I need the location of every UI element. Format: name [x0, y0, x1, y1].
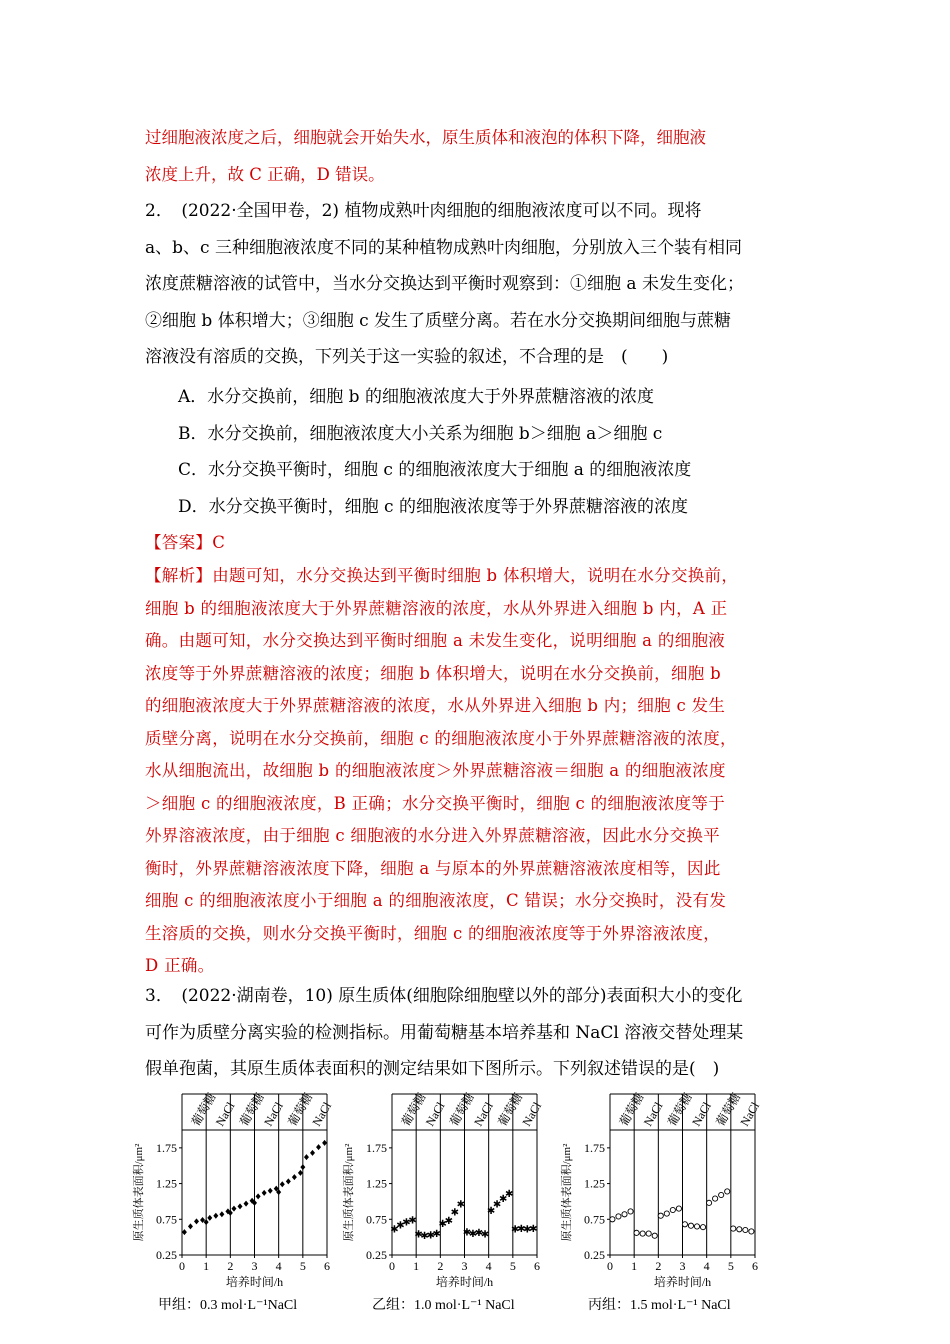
data-point [286, 1178, 291, 1184]
x-tick-label: 0 [389, 1259, 395, 1273]
data-point [670, 1207, 675, 1212]
y-tick-label: 0.25 [366, 1248, 387, 1262]
x-tick-label: 1 [203, 1259, 210, 1273]
data-point: ✱ [456, 1199, 466, 1211]
question-2-line: 溶液没有溶质的交换，下列关于这一实验的叙述，不合理的是 ( ) [145, 347, 669, 367]
x-tick-label: 3 [251, 1259, 258, 1273]
chart-group-jia [130, 1090, 345, 1290]
data-point: ✱ [408, 1215, 417, 1227]
data-point [694, 1224, 699, 1229]
data-point [213, 1213, 218, 1219]
x-tick-label: 5 [727, 1259, 734, 1273]
data-point [610, 1217, 615, 1222]
question-2-line: a、b、c 三种细胞液浓度不同的某种植物成熟叶肉细胞，分别放入三个装有相同 [145, 237, 742, 258]
data-point [304, 1154, 309, 1160]
y-tick-label: 0.75 [156, 1212, 177, 1227]
x-tick-label: 4 [703, 1259, 710, 1273]
data-point [682, 1222, 687, 1227]
data-point: ✱ [492, 1199, 502, 1211]
period-label: NaCl [422, 1099, 448, 1129]
data-point [194, 1218, 199, 1224]
y-tick-label: 0.75 [366, 1212, 387, 1227]
period-label: 葡萄糖 [446, 1090, 478, 1129]
x-tick-label: 4 [275, 1259, 282, 1273]
chart-group-yi [340, 1090, 555, 1290]
x-tick-label: 6 [534, 1259, 540, 1273]
x-tick-label: 5 [299, 1259, 306, 1273]
period-label: 葡萄糖 [285, 1090, 316, 1129]
data-point [244, 1201, 249, 1207]
x-axis-label: 培养时间/h [653, 1275, 712, 1289]
period-label: 葡萄糖 [495, 1090, 526, 1129]
data-point [731, 1226, 736, 1231]
x-tick-label: 1 [631, 1259, 638, 1273]
question-2-options [178, 379, 691, 525]
analysis-line: 确。由题可知，水分交换达到平衡时细胞 a 未发生变化，说明细胞 a 的细胞液 [145, 631, 726, 650]
x-tick-label: 3 [679, 1259, 686, 1273]
question-2-line: ②细胞 b 体积增大；③细胞 c 发生了质壁分离。若在水分交换期间细胞与蔗糖 [145, 310, 732, 331]
x-tick-label: 2 [437, 1259, 444, 1273]
data-point [688, 1223, 693, 1228]
data-point [706, 1200, 711, 1205]
x-tick-label: 6 [324, 1259, 330, 1273]
data-point [256, 1193, 261, 1199]
data-point [628, 1209, 633, 1214]
x-tick-label: 1 [413, 1259, 420, 1273]
question-3-line: 3． (2022·湖南卷，10) 原生质体(细胞除细胞壁以外的部分)表面积大小的变化 [145, 986, 743, 1006]
data-point [292, 1174, 297, 1180]
x-tick-label: 2 [227, 1259, 234, 1273]
data-point: ✱ [426, 1230, 435, 1242]
data-point: ✱ [523, 1224, 532, 1236]
data-point: ✱ [529, 1223, 538, 1235]
data-point [719, 1192, 724, 1197]
x-tick-label: 2 [655, 1259, 662, 1273]
data-point: ✱ [517, 1223, 526, 1235]
prev-explanation-line: 过细胞液浓度之后，细胞就会开始失水，原生质体和液泡的体积下降，细胞液 [145, 128, 706, 147]
data-point [310, 1150, 315, 1156]
data-point [316, 1144, 321, 1150]
analysis-line: 【解析】由题可知，水分交换达到平衡时细胞 b 体积增大，说明在水分交换前， [145, 566, 739, 585]
data-point [664, 1211, 669, 1216]
option-b: B．水分交换前，细胞液浓度大小关系为细胞 b＞细胞 a＞细胞 c [178, 423, 663, 444]
data-point: ✱ [480, 1229, 490, 1241]
data-point: ✱ [498, 1193, 508, 1205]
question-2-line: 浓度蔗糖溶液的试管中，当水分交换达到平衡时观察到：①细胞 a 未发生变化； [145, 274, 744, 294]
question-3-line: 假单孢菌，其原生质体表面积的测定结果如下图所示。下列叙述错误的是( ) [145, 1059, 720, 1079]
data-point [749, 1229, 754, 1234]
data-point [300, 1164, 305, 1170]
analysis-line: 外界溶液浓度，由于细胞 c 细胞液的水分进入外界蔗糖溶液，因此水分交换平 [145, 826, 721, 845]
data-point: ✱ [505, 1188, 514, 1200]
data-point: ✱ [420, 1231, 429, 1242]
prev-explanation [145, 120, 820, 193]
period-label: 葡萄糖 [713, 1090, 744, 1129]
answer: 【答案】C [145, 533, 226, 552]
data-point [182, 1229, 187, 1235]
y-axis-label: 原生质体表面积/μm² [133, 1143, 145, 1242]
data-point: ✱ [396, 1220, 405, 1232]
analysis-line: 的细胞液浓度大于外界蔗糖溶液的浓度，水从外界进入细胞 b 内；细胞 c 发生 [145, 696, 726, 715]
data-point: ✱ [438, 1218, 447, 1230]
analysis-line: 衡时，外界蔗糖溶液浓度下降，细胞 a 与原本的外界蔗糖溶液浓度相等，因此 [145, 858, 721, 878]
data-point [640, 1231, 645, 1236]
question-2-line: 2． (2022·全国甲卷，2) 植物成熟叶肉细胞的细胞液浓度可以不同。现将 [145, 201, 702, 221]
analysis-line: 细胞 b 的细胞液浓度大于外界蔗糖溶液的浓度，水从外界进入细胞 b 内，A 正 [145, 598, 728, 618]
analysis-line: 水从细胞流出，故细胞 b 的细胞液浓度＞外界蔗糖溶液＝细胞 a 的细胞液浓度 [145, 761, 726, 780]
caption-bing: 丙组：1.5 mol·L⁻¹ NaCl [588, 1298, 731, 1313]
analysis-line: ＞细胞 c 的细胞液浓度，B 正确；水分交换平衡时，细胞 c 的细胞液浓度等于 [145, 793, 726, 813]
option-d: D．水分交换平衡时，细胞 c 的细胞液浓度等于外界蔗糖溶液的浓度 [178, 496, 688, 517]
period-label: NaCl [640, 1099, 666, 1129]
analysis-line: 浓度等于外界蔗糖溶液的浓度；细胞 b 体积增大，说明在水分交换前，细胞 b [145, 663, 721, 683]
chart-group-bing [558, 1090, 773, 1290]
y-axis-label: 原生质体表面积/μm² [343, 1143, 355, 1242]
data-point [634, 1230, 639, 1235]
x-tick-label: 4 [485, 1259, 492, 1273]
y-axis-label: 原生质体表面积/μm² [561, 1143, 573, 1242]
option-a: A．水分交换前，细胞 b 的细胞液浓度大于外界蔗糖溶液的浓度 [178, 387, 654, 407]
data-point [616, 1214, 621, 1219]
data-point [219, 1211, 224, 1217]
prev-explanation-line: 浓度上升，故 C 正确，D 错误。 [145, 164, 385, 184]
data-point: ✱ [468, 1228, 478, 1240]
y-tick-label: 1.25 [366, 1176, 387, 1191]
data-point [737, 1227, 742, 1232]
y-tick-label: 1.75 [366, 1140, 387, 1155]
data-point [280, 1181, 285, 1187]
data-point: ✱ [511, 1224, 520, 1236]
option-c: C．水分交换平衡时，细胞 c 的细胞液浓度大于细胞 a 的细胞液浓度 [178, 460, 692, 480]
period-label: NaCl [737, 1099, 763, 1129]
data-point [262, 1190, 267, 1196]
analysis [145, 560, 825, 983]
y-tick-label: 0.25 [584, 1248, 605, 1262]
analysis-line: 细胞 c 的细胞液浓度小于细胞 a 的细胞液浓度，C 错误；水分交换时，没有发 [145, 891, 727, 910]
question-3-line: 可作为质壁分离实验的检测指标。用葡萄糖基本培养基和 NaCl 溶液交替处理某 [145, 1022, 744, 1043]
data-point [700, 1225, 705, 1230]
x-axis-label: 培养时间/h [225, 1275, 284, 1289]
period-label: 葡萄糖 [236, 1090, 268, 1129]
caption-jia: 甲组：0.3 mol·L⁻¹NaCl [158, 1298, 298, 1313]
x-tick-label: 0 [179, 1259, 185, 1273]
data-point: ✱ [486, 1206, 496, 1217]
period-label: NaCl [261, 1099, 286, 1129]
x-tick-label: 5 [509, 1259, 516, 1273]
data-point: ✱ [402, 1217, 411, 1229]
data-point [188, 1223, 193, 1229]
data-point: ✱ [450, 1207, 460, 1219]
period-label: NaCl [519, 1099, 545, 1129]
period-label: 葡萄糖 [616, 1090, 647, 1129]
period-label: NaCl [471, 1099, 496, 1129]
y-tick-label: 0.25 [156, 1248, 177, 1262]
data-point: ✱ [390, 1224, 399, 1236]
data-point [646, 1231, 651, 1236]
y-tick-label: 1.75 [156, 1140, 177, 1155]
caption-yi: 乙组：1.0 mol·L⁻¹ NaCl [372, 1298, 515, 1313]
data-point [676, 1206, 681, 1211]
data-point [298, 1170, 303, 1176]
y-tick-label: 0.75 [584, 1212, 605, 1227]
x-tick-label: 6 [752, 1259, 758, 1273]
data-point [725, 1189, 730, 1194]
data-point [322, 1140, 327, 1146]
data-point: ✱ [474, 1228, 484, 1240]
data-point [622, 1212, 627, 1217]
y-tick-label: 1.25 [156, 1176, 177, 1191]
data-point: ✱ [414, 1229, 423, 1241]
data-point: ✱ [444, 1216, 453, 1227]
question-2-stem [145, 193, 820, 376]
question-3-stem [145, 978, 820, 1088]
analysis-line: 质壁分离，说明在水分交换前，细胞 c 的细胞液浓度小于外界蔗糖溶液的浓度， [145, 728, 737, 748]
period-label: NaCl [309, 1099, 335, 1129]
period-label: 葡萄糖 [188, 1090, 219, 1129]
period-label: 葡萄糖 [398, 1090, 429, 1129]
x-axis-label: 培养时间/h [435, 1275, 494, 1289]
data-point [658, 1213, 663, 1218]
data-point [713, 1196, 718, 1201]
data-point: ✱ [462, 1227, 472, 1239]
data-point [268, 1188, 273, 1194]
analysis-line: 生溶质的交换，则水分交换平衡时，细胞 c 的细胞液浓度等于外界溶液浓度， [145, 923, 721, 943]
y-tick-label: 1.25 [584, 1176, 605, 1191]
x-tick-label: 3 [461, 1259, 468, 1273]
period-label: NaCl [689, 1099, 714, 1129]
data-point [231, 1206, 236, 1212]
data-point [207, 1215, 212, 1221]
period-label: 葡萄糖 [664, 1090, 696, 1129]
period-label: NaCl [212, 1099, 238, 1129]
data-point [238, 1203, 243, 1209]
data-point [652, 1233, 657, 1238]
data-point [743, 1227, 748, 1232]
y-tick-label: 1.75 [584, 1140, 605, 1155]
data-point: ✱ [432, 1228, 441, 1240]
analysis-line: D 正确。 [145, 956, 215, 975]
x-tick-label: 0 [607, 1259, 613, 1273]
